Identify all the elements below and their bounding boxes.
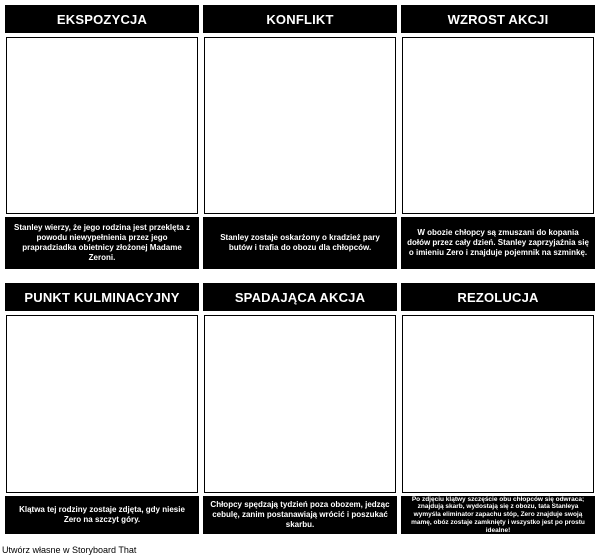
scene-frame[interactable]	[402, 315, 594, 493]
cell-title: WZROST AKCJI	[401, 5, 595, 33]
cell-title: PUNKT KULMINACYJNY	[5, 283, 199, 311]
scene-frame[interactable]	[204, 315, 396, 493]
scene-frame[interactable]	[402, 37, 594, 214]
storyboard-cell-resolution	[401, 283, 595, 535]
cell-caption: Stanley zostaje oskarżony o kradzież pary butów i trafia do obozu dla chłopców.	[203, 217, 397, 269]
cell-caption: W obozie chłopcy są zmuszani do kopania dołów przez cały dzień. Stanley zaprzyjaźnia się o imieniu Zero i znajduje pojemnik na szminkę.	[401, 217, 595, 269]
storyboard-cell-falling-action	[203, 283, 397, 535]
cell-title: EKSPOZYCJA	[5, 5, 199, 33]
cell-caption: Klątwa tej rodziny zostaje zdjęta, gdy niesie Zero na szczyt góry.	[5, 496, 199, 534]
cell-title: REZOLUCJA	[401, 283, 595, 311]
cell-caption: Stanley wierzy, że jego rodzina jest przeklęta z powodu niewypełnienia przez jego prapradziadka obietnicy złożonej Madame Zeroni.	[5, 217, 199, 269]
scene-frame[interactable]	[6, 315, 198, 493]
cell-caption: Chłopcy spędzają tydzień poza obozem, jedząc cebulę, zanim postanawiają wrócić i poszukać skarbu.	[203, 496, 397, 534]
cell-caption: Po zdjęciu klątwy szczęście obu chłopców się odwraca; znajdują skarb, wydostają się z obozu, tata Stanleya wymyśla eliminator zapachu stóp, Zero znajduje swoją mamę, obóz zostaje zamknięty i wszystko jest po prostu idealne!	[401, 496, 595, 534]
storyboard-cell-exposition	[5, 5, 199, 269]
cell-title: KONFLIKT	[203, 5, 397, 33]
scene-frame[interactable]	[204, 37, 396, 214]
storyboard-cell-conflict	[203, 5, 397, 269]
storyboard-cell-rising-action	[401, 5, 595, 269]
cell-title: SPADAJĄCA AKCJA	[203, 283, 397, 311]
storyboard-that-footer-link[interactable]: Utwórz własne w Storyboard That	[2, 545, 137, 555]
scene-frame[interactable]	[6, 37, 198, 214]
storyboard-cell-climax	[5, 283, 199, 535]
